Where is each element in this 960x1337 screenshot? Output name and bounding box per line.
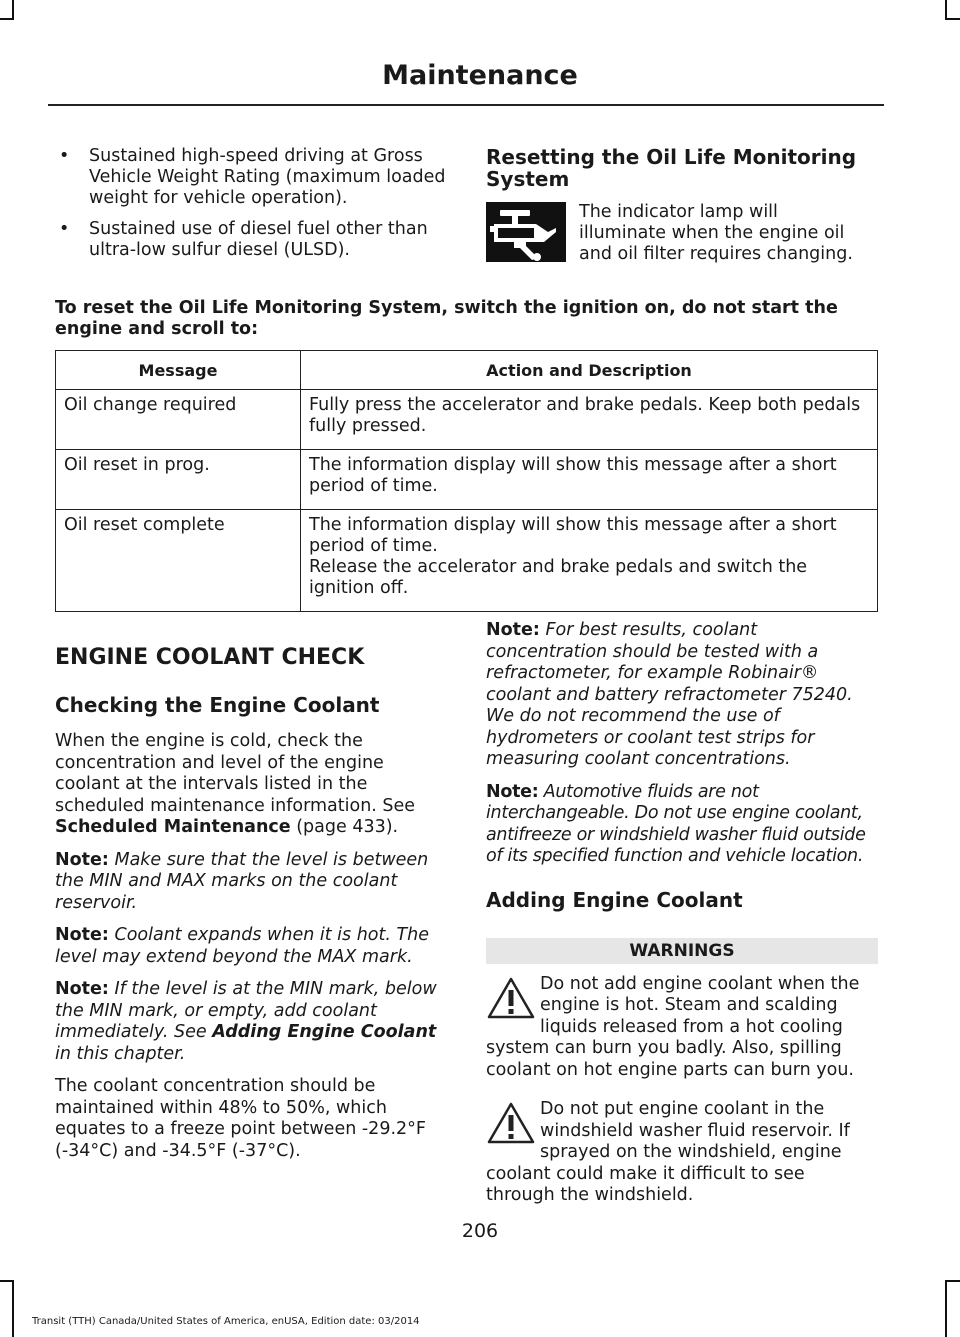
warning-text: Do not add engine coolant when the engine is hot. Steam and scalding liquids released from a hot cooling system can burn you badly. Also, spilling coolant on hot engine parts can burn you.	[486, 973, 860, 1080]
paragraph	[55, 731, 447, 839]
note-text: Automotive fluids are not interchangeable. Do not use engine coolant, antifreeze or windshield washer fluid outside of its specified function and vehicle location.	[486, 781, 866, 866]
warning-triangle-icon	[486, 976, 536, 1020]
section-title: ENGINE COOLANT CHECK	[55, 645, 365, 670]
oil-reset-table	[55, 350, 878, 612]
list-item	[55, 146, 450, 209]
reset-instructions: To reset the Oil Life Monitoring System, switch the ignition on, do not start the engine and scroll to:	[55, 298, 838, 339]
paragraph-text: When the engine is cold, check the concentration and level of the engine coolant at the intervals listed in the scheduled maintenance information. See	[55, 731, 416, 816]
indicator-description: The indicator lamp will illuminate when the engine oil and oil filter requires changing.	[579, 202, 853, 264]
action-text: Fully press the accelerator and brake pedals. Keep both pedals fully pressed.	[309, 395, 861, 436]
action-text: The information display will show this message after a short period of time.	[309, 455, 837, 496]
note-text: in this chapter.	[55, 1043, 186, 1064]
bullet-list	[55, 146, 450, 261]
warning	[486, 1099, 878, 1207]
crop-mark	[945, 18, 960, 20]
note-text: If the level is at the MIN mark, below the MIN mark, or empty, add coolant immediately. See	[55, 979, 437, 1042]
page-reference: (page 433).	[290, 817, 399, 837]
action-text: Release the accelerator and brake pedals and switch the ignition off.	[309, 557, 808, 598]
bullet-text: Sustained use of diesel fuel other than ultra-low sulfur diesel (ULSD).	[89, 219, 428, 260]
bullet-glyph: •	[59, 219, 70, 239]
note	[55, 979, 447, 1065]
warnings-header: WARNINGS	[486, 938, 878, 964]
oil-reset-heading: Resetting the Oil Life Monitoring System	[486, 145, 857, 191]
adding-coolant-link[interactable]: Adding Engine Coolant	[212, 1022, 437, 1042]
warning	[486, 974, 878, 1082]
adding-heading: Adding Engine Coolant	[486, 887, 743, 912]
indicator-block	[486, 202, 878, 265]
note-label: Note:	[55, 849, 109, 870]
checking-heading: Checking the Engine Coolant	[55, 693, 380, 717]
crop-mark	[945, 0, 947, 18]
table-row	[56, 390, 878, 450]
note-text: For best results, coolant concentration should be tested with a refractometer, for example Robinair® coolant and battery refractometer 75240. We do not recommend the use of hydrometers or coolant test strips for measuring coolant concentrations.	[486, 620, 853, 769]
warning-triangle-icon	[486, 1101, 536, 1145]
crop-mark	[12, 0, 14, 18]
warning-text: Do not put engine coolant in the windshield washer fluid reservoir. If sprayed on the windshield, engine coolant could make it difficult to see through the windshield.	[486, 1099, 850, 1205]
column-header-message: Message	[56, 351, 301, 390]
note-text: Coolant expands when it is hot. The level may extend beyond the MAX mark.	[55, 925, 430, 967]
crop-mark	[12, 1280, 14, 1337]
note-label: Note:	[486, 781, 539, 802]
table-row	[56, 510, 878, 612]
bottom-left-column	[55, 645, 447, 1173]
note	[55, 925, 447, 968]
action-cell	[301, 510, 878, 612]
crop-mark	[945, 1280, 947, 1337]
crop-mark	[945, 1280, 960, 1282]
list-item	[55, 219, 450, 261]
page-title: Maintenance	[382, 60, 578, 91]
bottom-right-column	[486, 620, 878, 1219]
note-text: Make sure that the level is between the MIN and MAX marks on the coolant reservoir.	[55, 849, 429, 913]
bullet-text: Sustained high-speed driving at Gross Vehicle Weight Rating (maximum loaded weight for vehicle operation).	[89, 146, 446, 208]
table-header-row	[56, 351, 878, 390]
action-cell	[301, 390, 878, 450]
message-cell: Oil change required	[56, 390, 301, 450]
scheduled-maintenance-link[interactable]: Scheduled Maintenance	[55, 817, 291, 837]
action-text: The information display will show this message after a short period of time.	[309, 515, 837, 556]
crop-mark	[0, 1280, 14, 1282]
paragraph: The coolant concentration should be maintained within 48% to 50%, which equates to a freeze point between -29.2°F (-34°C) and -34.5°F (-37°C).	[55, 1076, 426, 1161]
note-label: Note:	[486, 620, 540, 640]
crop-mark	[0, 18, 14, 20]
note-label: Note:	[55, 925, 109, 945]
top-right-column	[486, 146, 878, 265]
message-cell: Oil reset complete	[56, 510, 301, 612]
page-number: 206	[461, 1220, 499, 1242]
note	[486, 620, 878, 771]
message-cell: Oil reset in prog.	[56, 450, 301, 510]
action-cell	[301, 450, 878, 510]
footer-edition: Transit (TTH) Canada/United States of America, enUSA, Edition date: 03/2014	[32, 1316, 420, 1327]
header-divider	[48, 104, 884, 106]
note	[55, 850, 447, 915]
note	[486, 782, 878, 868]
bullet-glyph: •	[59, 146, 70, 166]
column-header-action: Action and Description	[301, 351, 878, 390]
oil-can-wrench-icon	[486, 202, 566, 262]
table-row	[56, 450, 878, 510]
note-label: Note:	[55, 979, 109, 999]
top-left-column	[55, 146, 450, 271]
